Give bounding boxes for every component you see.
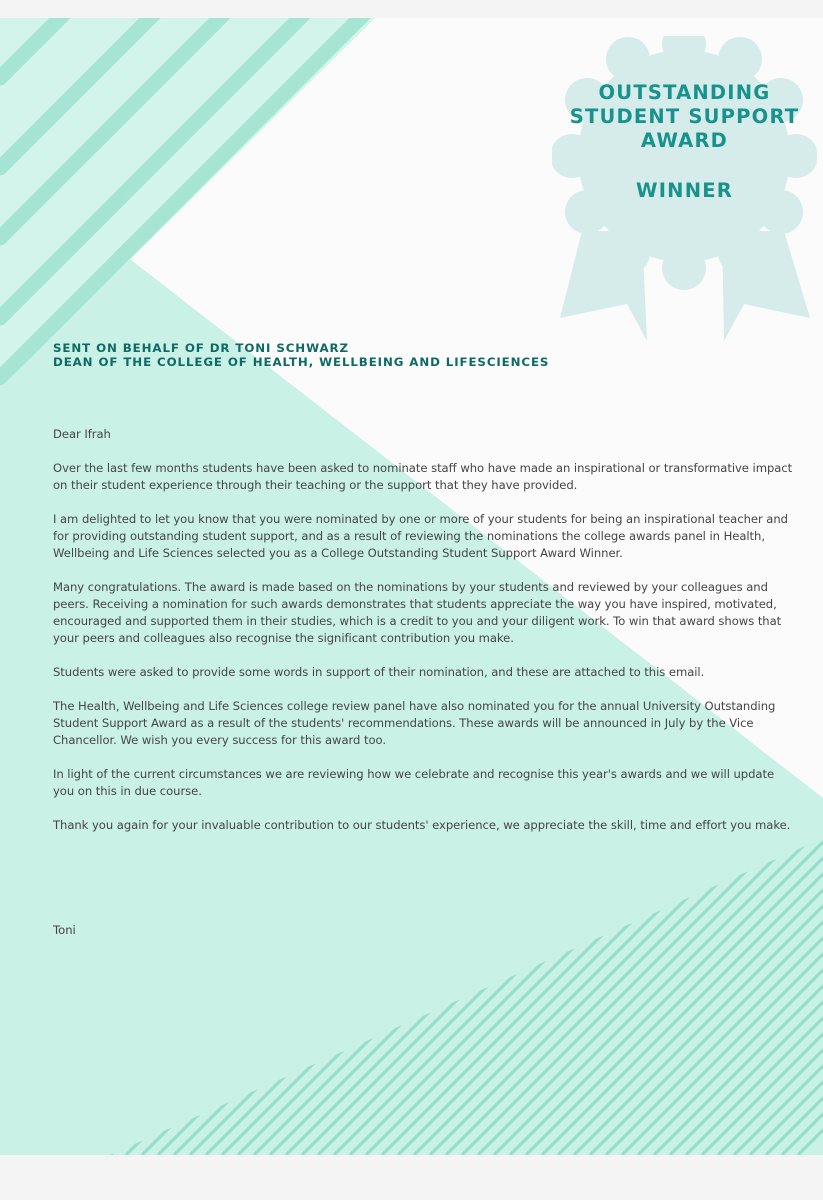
award-title-line-1: OUTSTANDING [598, 81, 771, 104]
award-winner-label: WINNER [636, 179, 733, 202]
award-badge-text [552, 81, 817, 203]
letter-paragraph: Thank you again for your invaluable contribution to our students' experience, we appreciate the skill, time and effort you make. [53, 818, 791, 832]
sender-heading [53, 341, 549, 369]
letter-paragraph: Students were asked to provide some words in support of their nomination, and these are attached to this email. [53, 665, 705, 679]
letter-paragraph: In light of the current circumstances we are reviewing how we celebrate and recognise this year's awards and we will update you on this in due course. [53, 767, 775, 798]
letter-paragraph: I am delighted to let you know that you were nominated by one or more of your students for being an inspirational teacher and for providing outstanding student support, and as a result of reviewing the nominations the college awards panel in Health, Wellbeing and Life Sciences selected you as a College Outstanding Student Support Award Winner. [53, 512, 788, 560]
letter-greeting: Dear Ifrah [53, 427, 111, 441]
letter-signoff: Toni [53, 923, 76, 937]
letter-paragraph: Many congratulations. The award is made based on the nominations by your students and reviewed by your colleagues and peers. Receiving a nomination for such awards demonstrates that students appreciate the way you have inspired, motivated, encouraged and supported them in their studies, which is a credit to you and your diligent work. To win that award shows that your peers and colleagues also recognise the significant contribution you make. [53, 580, 782, 645]
award-title-line-2: STUDENT SUPPORT [569, 105, 800, 128]
sender-line-1: SENT ON BEHALF OF DR TONI SCHWARZ [53, 341, 349, 355]
letter-paragraph: The Health, Wellbeing and Life Sciences college review panel have also nominated you for the annual University Outstanding Student Support Award as a result of the students' recommendations. These awards will be announced in July by the Vice Chancellor. We wish you every success for this award too. [53, 699, 776, 747]
award-title-line-3: AWARD [640, 129, 729, 152]
sender-line-2: DEAN OF THE COLLEGE OF HEALTH, WELLBEING AND LIFESCIENCES [53, 355, 550, 369]
letter-page [0, 18, 823, 1155]
letter-body [53, 426, 798, 851]
letter-paragraph: Over the last few months students have been asked to nominate staff who have made an inspirational or transformative impact on their student experience through their teaching or the support that they have provided. [53, 461, 793, 492]
